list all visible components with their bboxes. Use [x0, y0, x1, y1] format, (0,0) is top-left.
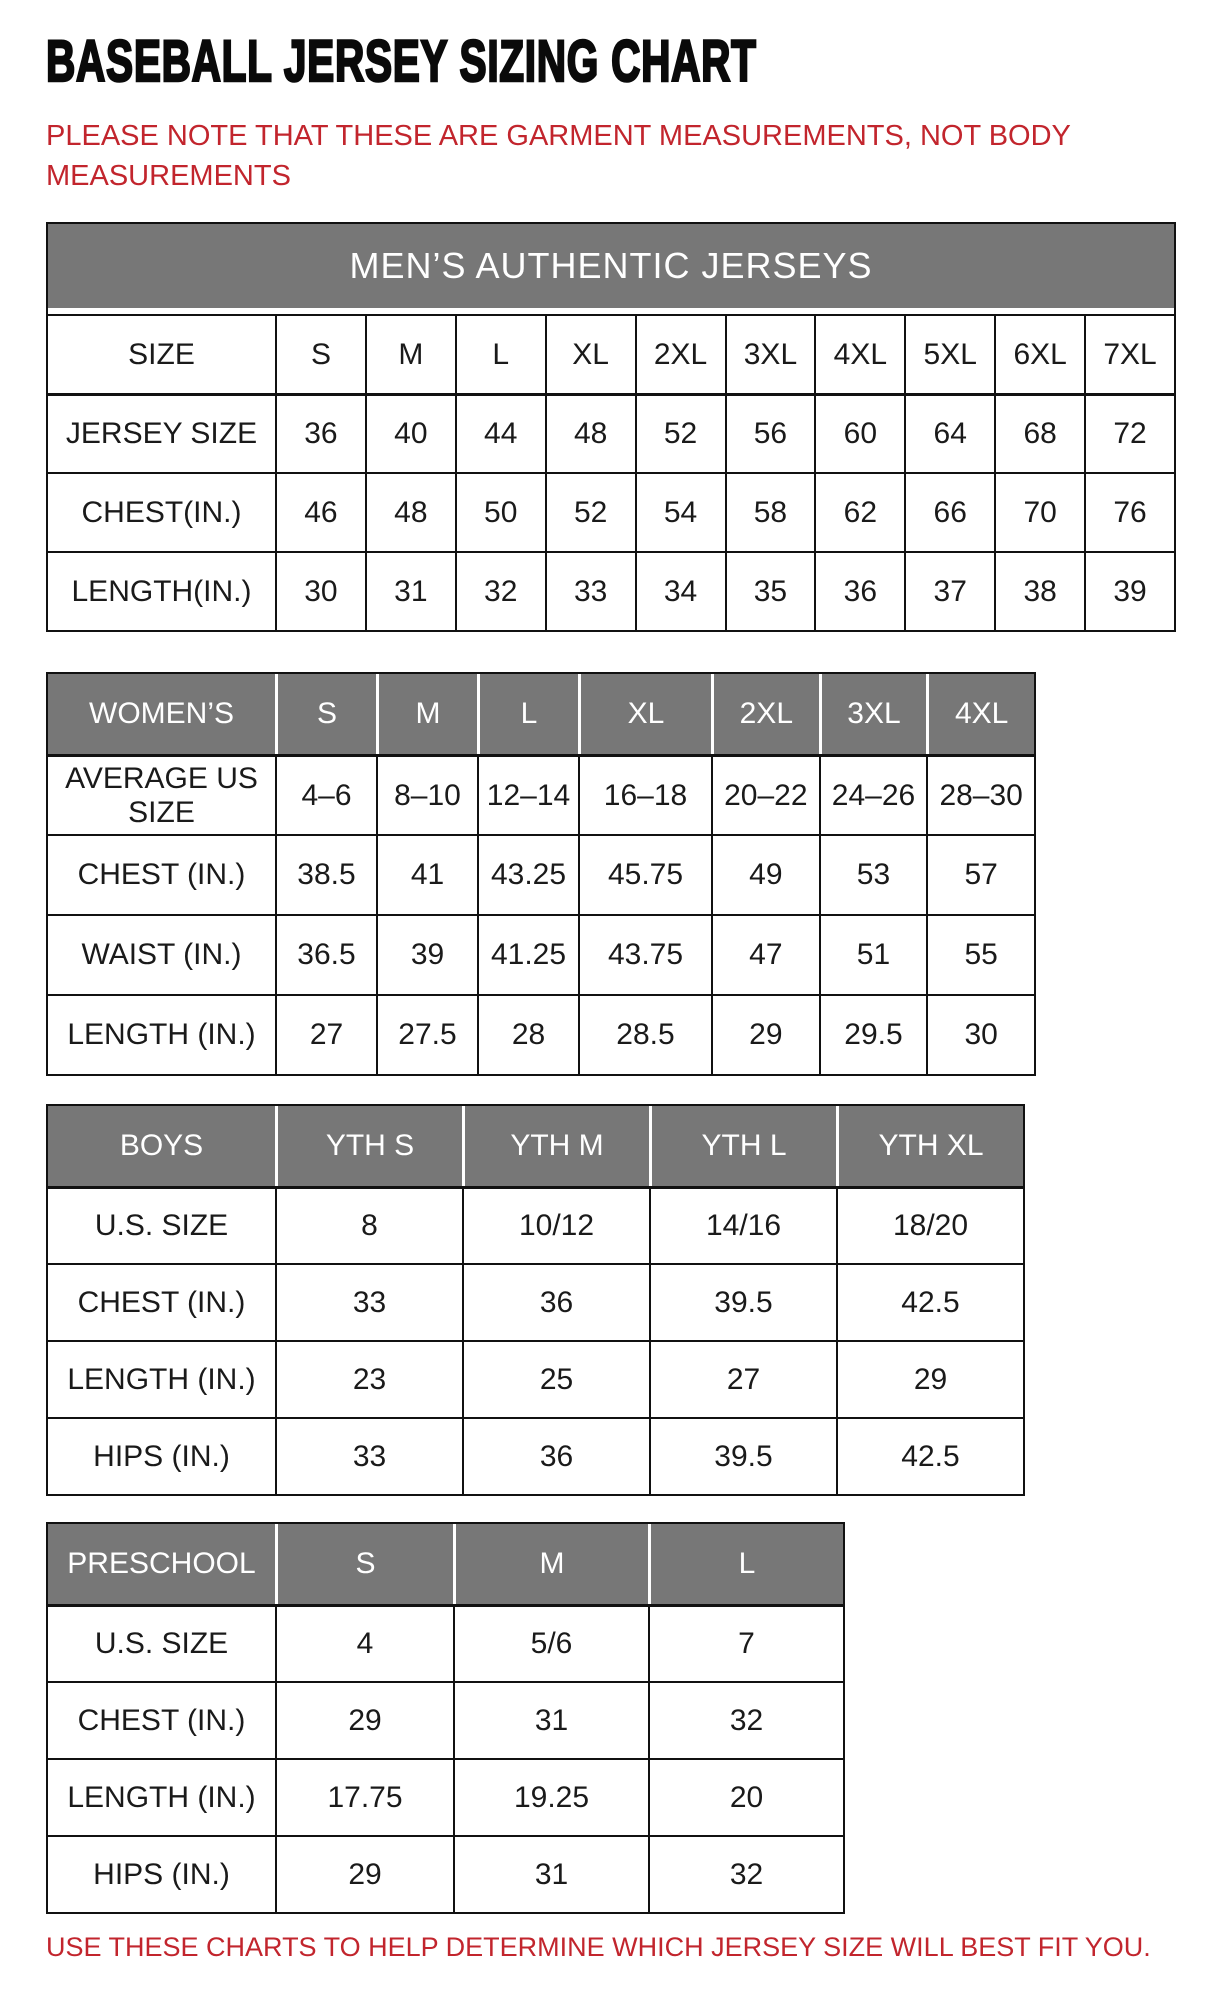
value-cell: 36: [462, 1263, 649, 1340]
table-row: [48, 1681, 843, 1758]
womens-table-grid: [48, 674, 1034, 1074]
column-header-cell: 3XL: [725, 314, 815, 393]
value-cell: 39.5: [649, 1417, 836, 1494]
value-cell: 24–26: [819, 754, 927, 834]
value-cell: 42.5: [836, 1263, 1023, 1340]
value-cell: 38.5: [275, 834, 376, 914]
value-cell: 55: [926, 914, 1034, 994]
table-row: [48, 1604, 843, 1681]
column-header-cell: 5XL: [904, 314, 994, 393]
column-header-cell: YTH L: [649, 1106, 836, 1186]
value-cell: 41: [376, 834, 477, 914]
column-header-cell: WOMEN’S: [48, 674, 275, 754]
value-cell: 29.5: [819, 994, 927, 1074]
value-cell: 76: [1084, 472, 1174, 551]
table-header-row: [48, 674, 1034, 754]
column-header-cell: 2XL: [711, 674, 819, 754]
value-cell: 32: [455, 551, 545, 630]
value-cell: 27: [275, 994, 376, 1074]
value-cell: 25: [462, 1340, 649, 1417]
value-cell: 66: [904, 472, 994, 551]
fit-advice-footer: USE THESE CHARTS TO HELP DETERMINE WHICH JERSEY SIZE WILL BEST FIT YOU.: [46, 1932, 1151, 1962]
value-cell: 62: [814, 472, 904, 551]
row-label-cell: LENGTH (IN.): [48, 1758, 275, 1835]
value-cell: 54: [635, 472, 725, 551]
value-cell: 20–22: [711, 754, 819, 834]
value-cell: 49: [711, 834, 819, 914]
row-label-cell: CHEST (IN.): [48, 834, 275, 914]
table-row: [48, 994, 1034, 1074]
value-cell: 48: [545, 393, 635, 472]
value-cell: 47: [711, 914, 819, 994]
value-cell: 27: [649, 1340, 836, 1417]
value-cell: 51: [819, 914, 927, 994]
row-label-cell: LENGTH(IN.): [48, 551, 275, 630]
value-cell: 8: [275, 1186, 462, 1263]
value-cell: 39: [1084, 551, 1174, 630]
column-header-cell: BOYS: [48, 1106, 275, 1186]
table-header-row: [48, 314, 1174, 393]
table-row: [48, 914, 1034, 994]
column-header-cell: L: [455, 314, 545, 393]
table-row: [48, 1758, 843, 1835]
value-cell: 34: [635, 551, 725, 630]
column-header-cell: 2XL: [635, 314, 725, 393]
value-cell: 37: [904, 551, 994, 630]
value-cell: 48: [365, 472, 455, 551]
table-row: [48, 1263, 1023, 1340]
value-cell: 19.25: [453, 1758, 648, 1835]
column-header-cell: 4XL: [926, 674, 1034, 754]
row-label-cell: WAIST (IN.): [48, 914, 275, 994]
value-cell: 44: [455, 393, 545, 472]
value-cell: 35: [725, 551, 815, 630]
value-cell: 46: [275, 472, 365, 551]
value-cell: 30: [926, 994, 1034, 1074]
value-cell: 4–6: [275, 754, 376, 834]
sizing-chart-page: [0, 30, 1220, 2004]
table-header-row: [48, 1524, 843, 1604]
boys-sizing-table: [46, 1104, 1025, 1496]
value-cell: 32: [648, 1835, 843, 1912]
value-cell: 12–14: [477, 754, 578, 834]
value-cell: 57: [926, 834, 1034, 914]
column-header-cell: PRESCHOOL: [48, 1524, 275, 1604]
garment-measurement-note: PLEASE NOTE THAT THESE ARE GARMENT MEASUREMENTS, NOT BODY MEASUREMENTS: [46, 120, 1071, 192]
column-header-cell: S: [275, 674, 376, 754]
column-header-cell: S: [275, 1524, 453, 1604]
value-cell: 31: [365, 551, 455, 630]
value-cell: 33: [545, 551, 635, 630]
value-cell: 58: [725, 472, 815, 551]
value-cell: 31: [453, 1681, 648, 1758]
value-cell: 20: [648, 1758, 843, 1835]
value-cell: 29: [275, 1835, 453, 1912]
table-row: [48, 472, 1174, 551]
value-cell: 29: [275, 1681, 453, 1758]
column-header-cell: 7XL: [1084, 314, 1174, 393]
row-label-cell: U.S. SIZE: [48, 1604, 275, 1681]
column-header-cell: M: [376, 674, 477, 754]
column-header-cell: 3XL: [819, 674, 927, 754]
table-row: [48, 551, 1174, 630]
table-row: [48, 1835, 843, 1912]
table-row: [48, 1340, 1023, 1417]
row-label-cell: AVERAGE US SIZE: [48, 754, 275, 834]
value-cell: 28–30: [926, 754, 1034, 834]
page-title: [46, 30, 1220, 94]
row-label-cell: CHEST (IN.): [48, 1681, 275, 1758]
row-label-cell: HIPS (IN.): [48, 1417, 275, 1494]
boys-table-grid: [48, 1106, 1023, 1494]
value-cell: 36: [462, 1417, 649, 1494]
value-cell: 72: [1084, 393, 1174, 472]
column-header-cell: XL: [578, 674, 711, 754]
value-cell: 70: [994, 472, 1084, 551]
value-cell: 43.75: [578, 914, 711, 994]
mens-table-grid: [48, 314, 1174, 630]
column-header-cell: S: [275, 314, 365, 393]
column-header-cell: L: [648, 1524, 843, 1604]
value-cell: 29: [711, 994, 819, 1074]
column-header-cell: YTH S: [275, 1106, 462, 1186]
value-cell: 38: [994, 551, 1084, 630]
value-cell: 23: [275, 1340, 462, 1417]
column-header-cell: 4XL: [814, 314, 904, 393]
value-cell: 32: [648, 1681, 843, 1758]
value-cell: 16–18: [578, 754, 711, 834]
column-header-cell: YTH M: [462, 1106, 649, 1186]
value-cell: 52: [635, 393, 725, 472]
value-cell: 60: [814, 393, 904, 472]
value-cell: 31: [453, 1835, 648, 1912]
column-header-cell: M: [365, 314, 455, 393]
table-row: [48, 754, 1034, 834]
value-cell: 28.5: [578, 994, 711, 1074]
column-header-cell: YTH XL: [836, 1106, 1023, 1186]
row-label-cell: HIPS (IN.): [48, 1835, 275, 1912]
value-cell: 4: [275, 1604, 453, 1681]
value-cell: 10/12: [462, 1186, 649, 1263]
value-cell: 33: [275, 1417, 462, 1494]
row-label-cell: JERSEY SIZE: [48, 393, 275, 472]
row-label-cell: U.S. SIZE: [48, 1186, 275, 1263]
value-cell: 43.25: [477, 834, 578, 914]
value-cell: 8–10: [376, 754, 477, 834]
value-cell: 45.75: [578, 834, 711, 914]
preschool-table-grid: [48, 1524, 843, 1912]
value-cell: 30: [275, 551, 365, 630]
column-header-cell: L: [477, 674, 578, 754]
value-cell: 50: [455, 472, 545, 551]
value-cell: 17.75: [275, 1758, 453, 1835]
value-cell: 33: [275, 1263, 462, 1340]
table-row: [48, 393, 1174, 472]
row-label-cell: CHEST (IN.): [48, 1263, 275, 1340]
row-label-cell: CHEST(IN.): [48, 472, 275, 551]
value-cell: 18/20: [836, 1186, 1023, 1263]
value-cell: 5/6: [453, 1604, 648, 1681]
value-cell: 64: [904, 393, 994, 472]
value-cell: 52: [545, 472, 635, 551]
value-cell: 68: [994, 393, 1084, 472]
column-header-cell: M: [453, 1524, 648, 1604]
value-cell: 29: [836, 1340, 1023, 1417]
table-row: [48, 1186, 1023, 1263]
column-header-cell: SIZE: [48, 314, 275, 393]
value-cell: 40: [365, 393, 455, 472]
preschool-sizing-table: [46, 1522, 845, 1914]
value-cell: 56: [725, 393, 815, 472]
column-header-cell: 6XL: [994, 314, 1084, 393]
value-cell: 36: [814, 551, 904, 630]
value-cell: 27.5: [376, 994, 477, 1074]
value-cell: 28: [477, 994, 578, 1074]
row-label-cell: LENGTH (IN.): [48, 994, 275, 1074]
mens-table-title: MEN’S AUTHENTIC JERSEYS: [48, 224, 1174, 314]
value-cell: 39.5: [649, 1263, 836, 1340]
value-cell: 53: [819, 834, 927, 914]
page-title-text: BASEBALL JERSEY SIZING CHART: [46, 29, 757, 94]
value-cell: 36.5: [275, 914, 376, 994]
value-cell: 39: [376, 914, 477, 994]
table-header-row: [48, 1106, 1023, 1186]
value-cell: 7: [648, 1604, 843, 1681]
row-label-cell: LENGTH (IN.): [48, 1340, 275, 1417]
value-cell: 42.5: [836, 1417, 1023, 1494]
table-row: [48, 1417, 1023, 1494]
mens-sizing-table: [46, 222, 1176, 632]
womens-sizing-table: [46, 672, 1036, 1076]
table-row: [48, 834, 1034, 914]
value-cell: 14/16: [649, 1186, 836, 1263]
value-cell: 36: [275, 393, 365, 472]
column-header-cell: XL: [545, 314, 635, 393]
value-cell: 41.25: [477, 914, 578, 994]
